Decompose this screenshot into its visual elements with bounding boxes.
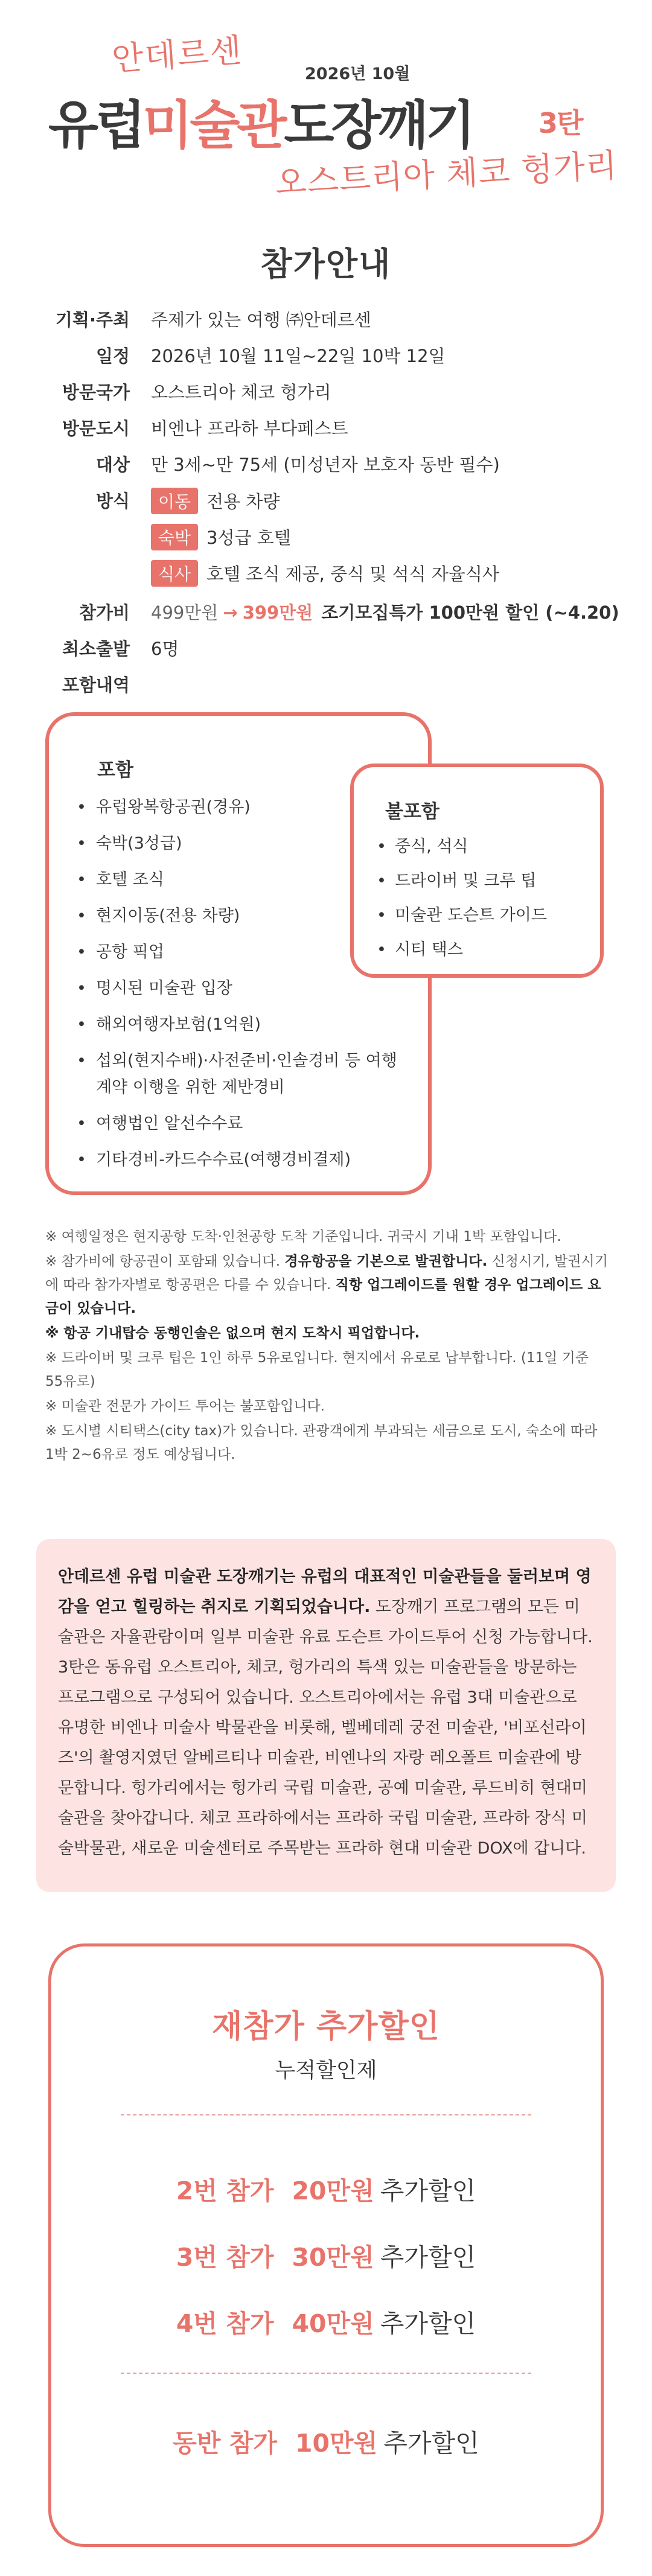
price-old: 499만원 — [151, 602, 219, 623]
date-label: 2026년 10월 — [305, 65, 411, 83]
description-box — [36, 1539, 616, 1892]
note-escort-text: ※ 항공 기내탑승 동행인솔은 없으며 현지 도착시 픽업합니다. — [45, 1325, 420, 1341]
info-value: 주제가 있는 여행 ㈜안데르센 — [151, 310, 371, 330]
discount-who: 동반 참가 — [173, 2429, 277, 2458]
section-title: 참가안내 — [260, 245, 392, 283]
price-new: 399만원 — [242, 602, 313, 623]
excludes-title: 불포함 — [385, 801, 439, 823]
discount-suffix: 추가할인 — [380, 2309, 476, 2338]
list-item: • 섭외(현지수배)·사전준비·인솔경비 등 여행계약 이행을 위한 제반경비 — [74, 1048, 412, 1101]
info-label: 최소출발 — [62, 639, 130, 659]
info-label: 대상 — [95, 454, 130, 475]
info-label: 방문국가 — [62, 382, 130, 403]
notes — [45, 1225, 610, 1468]
tag-lodging: 숙박 — [151, 524, 198, 550]
note-city-tax: ※ 도시별 시티택스(city tax)가 있습니다. 관광객에게 부과되는 세금으로 도시, 숙소에 따라 1박 2~6유로 정도 예상됩니다. — [45, 1423, 598, 1462]
divider — [121, 2373, 531, 2374]
list-item: • 해외여행자보험(1억원) — [74, 1012, 412, 1038]
info-value: 2026년 10월 11일~22일 10박 12일 — [151, 346, 446, 366]
info-label: 포함내역 — [62, 675, 130, 695]
info-label: 기획·주최 — [55, 310, 130, 330]
includes-title: 포함 — [97, 759, 133, 781]
method-lodging-text: 3성급 호텔 — [206, 528, 291, 548]
info-row-cities — [0, 410, 652, 447]
info-row-schedule — [0, 338, 652, 374]
discount-amount: 40만원 — [292, 2309, 374, 2338]
list-item: • 현지이동(전용 차량) — [74, 903, 412, 929]
info-value: 6명 — [151, 639, 179, 659]
list-item: • 여행법인 알선수수료 — [74, 1111, 412, 1137]
divider — [121, 2114, 531, 2115]
discount-amount: 10만원 — [295, 2429, 378, 2458]
list-item: • 유럽왕복항공권(경유) — [74, 794, 412, 821]
info-label: 방문도시 — [62, 418, 130, 439]
list-item: • 공항 픽업 — [74, 939, 412, 966]
info-row-countries — [0, 374, 652, 410]
arrow-right-icon: → — [223, 602, 238, 623]
method-transport-text: 전용 차량 — [206, 491, 280, 512]
tag-transport: 이동 — [151, 488, 198, 514]
brand-script-title: 안데르센 — [110, 31, 244, 78]
discount-row — [51, 2171, 601, 2207]
price-note: 조기모집특가 100만원 할인 (~4.20) — [321, 602, 619, 623]
info-row-min-people — [0, 631, 652, 667]
main-title-part-museum: 미술관 — [142, 95, 284, 156]
info-label: 일정 — [95, 346, 130, 366]
list-item: • 중식, 석식 — [374, 835, 598, 859]
info-row-method-meals — [0, 555, 652, 591]
list-item: • 호텔 조식 — [74, 867, 412, 893]
note-schedule: ※ 여행일정은 현지공항 도착·인천공항 도착 기준입니다. 귀국시 기내 1박 포함입니다. — [45, 1229, 561, 1245]
method-meals-text: 호텔 조식 제공, 중식 및 석식 자율식사 — [206, 564, 499, 584]
main-title — [48, 83, 473, 158]
subtitle-script: 오스트리아 체코 헝가리 — [273, 146, 619, 202]
note-airfare — [45, 1250, 610, 1321]
discount-row — [51, 2423, 601, 2459]
note-airfare-d: 직항 업그레이드를 원할 경우 업그레이드 요금이 있습니다. — [45, 1277, 601, 1316]
title-badge: 3탄 — [539, 107, 583, 139]
discount-who: 2번 참가 — [176, 2176, 274, 2205]
info-row-method-lodging — [0, 519, 652, 555]
method-lodging — [151, 524, 291, 550]
discount-amount: 20만원 — [292, 2176, 374, 2205]
note-escort — [45, 1322, 610, 1345]
info-row-target — [0, 447, 652, 483]
description-rest: 도장깨기 프로그램의 모든 미술관은 자율관람이며 일부 미술관 유료 도슨트 가이드투어 신청 가능합니다. 3탄은 동유럽 오스트리아, 체코, 헝가리의 특색 있는 미술관들을 방문하는 프로그램으로 구성되어 있습니다. 오스트리아에서는 유럽 3대 미술관으로 유명한 비엔나 미술사 박물관을 비롯해, 벨베데레 궁전 미술관, '비포선라이즈'의 촬영지였던 알베르티나 미술관, 비엔나의 자랑 레오폴트 미술관에 방문합니다. 헝가리에서는 헝가리 국립 미술관, 공예 미술관, 루드비히 현대미술관을 찾아갑니다. 체코 프라하에서는 프라하 국립 미술관, 프라하 장식 미술박물관, 새로운 미술센터로 주목받는 프라하 현대 미술관 DOX에 갑니다. — [58, 1598, 593, 1858]
list-item: • 명시된 미술관 입장 — [74, 975, 412, 1002]
note-guide: ※ 미술관 전문가 가이드 투어는 불포함입니다. — [45, 1398, 325, 1414]
info-label: 참가비 — [78, 602, 130, 623]
note-airfare-c: 신청시기, 발권시기에 따라 참가자별로 항공편은 다를 수 있습니다. — [45, 1254, 608, 1293]
info-row-includes — [0, 667, 652, 703]
discount-title: 재참가 추가할인 — [212, 2009, 440, 2045]
info-value: 오스트리아 체코 헝가리 — [151, 382, 331, 403]
discount-subtitle: 누적할인제 — [275, 2059, 377, 2083]
info-row-organizer — [0, 302, 652, 338]
list-item: • 미술관 도슨트 가이드 — [374, 904, 598, 928]
note-airfare-b: 경유항공을 기본으로 발권합니다. — [284, 1254, 488, 1269]
excludes-box — [350, 764, 604, 978]
discount-row — [51, 2237, 601, 2273]
excludes-list — [374, 835, 598, 972]
info-row-price — [0, 595, 652, 631]
info-row-method — [0, 483, 652, 519]
discount-suffix: 추가할인 — [383, 2429, 479, 2458]
discount-suffix: 추가할인 — [380, 2176, 476, 2205]
info-label: 방식 — [95, 491, 130, 511]
note-airfare-a: ※ 참가비에 항공권이 포함돼 있습니다. — [45, 1254, 285, 1269]
description-bold: 안데르센 유럽 미술관 도장깨기는 유럽의 대표적인 미술관들을 둘러보며 영감을 얻고 힐링하는 취지로 기획되었습니다. — [58, 1567, 592, 1616]
list-item: • 기타경비-카드수수료(여행경비결제) — [74, 1147, 412, 1173]
discount-row — [51, 2304, 601, 2339]
info-value: 비엔나 프라하 부다페스트 — [151, 418, 348, 439]
list-item: • 숙박(3성급) — [74, 831, 412, 857]
description-text — [58, 1562, 595, 1864]
header — [0, 0, 652, 217]
discount-who: 4번 참가 — [176, 2309, 274, 2338]
note-tips: ※ 드라이버 및 크루 팁은 1인 하루 5유로입니다. 현지에서 유로로 납부합니다. (11일 기준 55유로) — [45, 1350, 589, 1389]
discount-amount: 30만원 — [292, 2243, 374, 2272]
price-value — [151, 599, 619, 624]
main-title-part-stamp: 도장깨기 — [284, 95, 473, 156]
list-item: • 시티 택스 — [374, 938, 598, 962]
discount-box — [48, 1943, 604, 2547]
info-value: 만 3세~만 75세 (미성년자 보호자 동반 필수) — [151, 454, 500, 475]
method-meals — [151, 560, 499, 587]
discount-suffix: 추가할인 — [380, 2243, 476, 2272]
tag-meals: 식사 — [151, 560, 198, 587]
method-transport — [151, 488, 280, 514]
discount-who: 3번 참가 — [176, 2243, 274, 2272]
list-item: • 드라이버 및 크루 팁 — [374, 869, 598, 893]
main-title-part-europe: 유럽 — [48, 95, 143, 156]
